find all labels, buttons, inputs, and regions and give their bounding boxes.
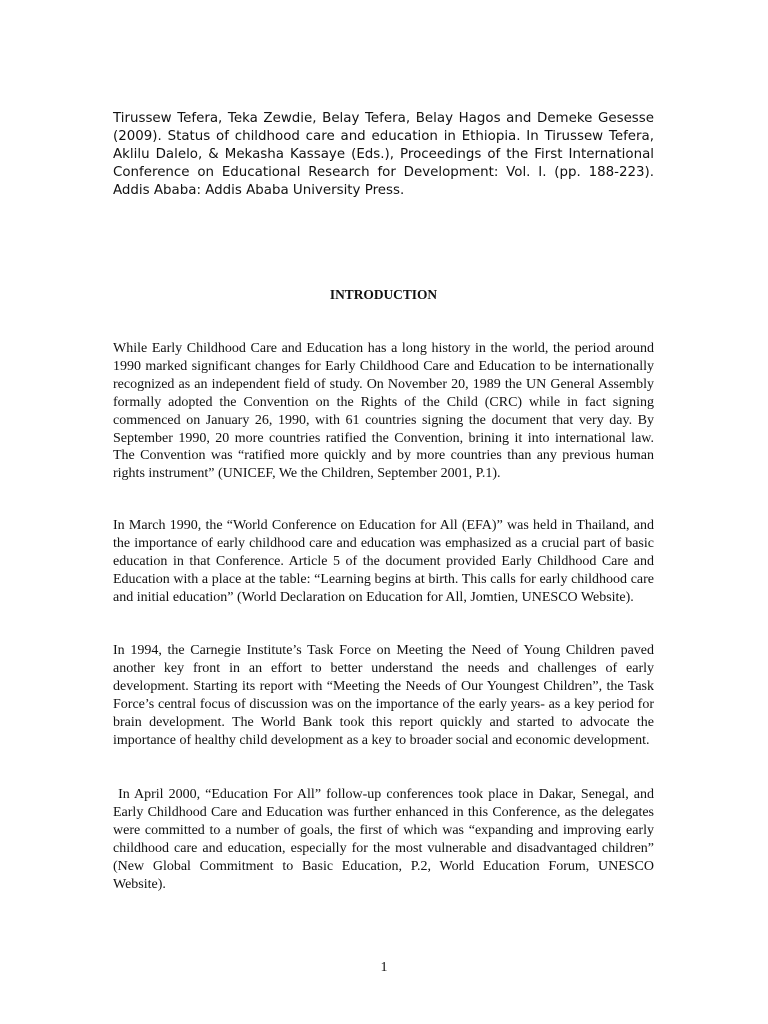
paragraph-4: In April 2000, “Education For All” follow-up conferences took place in Dakar, Senegal, and Early Childhood Care and Education was further enhanced in this Conference, as the delegates were committed to a number of goals, the first of which was “expanding and improving early childhood care and education, especially for the most vulnerable and disadvantaged children” (New Global Commitment to Basic Education, P.2, World Education Forum, UNESCO Website). [113,787,658,892]
paragraph-3: In 1994, the Carnegie Institute’s Task Force on Meeting the Need of Young Children paved another key front in an effort to better understand the needs and challenges of early development. Starting its report with “Meeting the Needs of Our Youngest Children”, the Task Force’s central focus of discussion was on the importance of the early years- as a key period for brain development. The World Bank took this report quickly and started to advocate the importance of healthy child development as a key to broader social and economic development. [113,643,654,748]
page-number: 1 [380,960,388,975]
paragraph-1: While Early Childhood Care and Education has a long history in the world, the period around 1990 marked significant changes for Early Childhood Care and Education to be internationally recognized as an independent field of study. On November 20, 1989 the UN General Assembly formally adopted the Convention on the Rights of the Child (CRC) while in fact signing commenced on January 26, 1990, with 61 countries signing the document that very day. By September 1990, 20 more countries ratified the Convention, brining it into international law. The Convention was “ratified more quickly and by more countries than any previous human rights instrument” (UNICEF, We the Children, September 2001, P.1). [113,341,654,482]
citation-text: Tirussew Tefera, Teka Zewdie, Belay Tefera, Belay Hagos and Demeke Gesesse (2009). Status of childhood care and education in Ethiopia. In Tirussew Tefera, Aklilu Dalelo, & Mekasha Kassaye (Eds.), Proceedings of the First International Conference on Educational Research for Development: Vol. I. (pp. 188-223). Addis Ababa: Addis Ababa University Press. [113,111,654,198]
section-heading: INTRODUCTION [329,287,438,302]
paragraph-2: In March 1990, the “World Conference on Education for All (EFA)” was held in Thailand, and the importance of early childhood care and education was emphasized as a crucial part of basic education in that Conference. Article 5 of the document provided Early Childhood Care and Education with a place at the table: “Learning begins at birth. This calls for early childhood care and initial education” (World Declaration on Education for All, Jomtien, UNESCO Website). [113,518,654,605]
